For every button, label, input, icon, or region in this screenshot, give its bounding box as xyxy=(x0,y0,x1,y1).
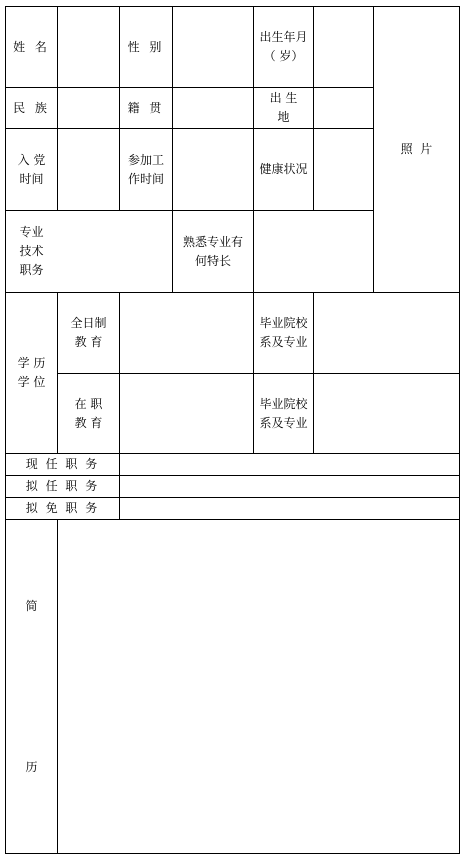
fulltime-school-label: 毕业院校系及专业 xyxy=(259,316,308,349)
proposed-removal-label: 拟 免 职 务 xyxy=(25,501,100,515)
native-place-field[interactable] xyxy=(173,88,253,128)
name-field[interactable] xyxy=(58,7,119,87)
birthplace-field[interactable] xyxy=(314,88,373,128)
current-position-field[interactable] xyxy=(120,454,459,475)
work-start-time-field[interactable] xyxy=(173,129,253,210)
fulltime-school-field[interactable] xyxy=(314,293,459,373)
resume-field[interactable] xyxy=(58,520,459,853)
birth-label: 出生年月（ 岁） xyxy=(259,30,308,63)
ethnicity-field[interactable] xyxy=(58,88,119,128)
fulltime-education-field[interactable] xyxy=(120,293,253,373)
specialty-label: 熟悉专业有何特长 xyxy=(183,234,244,268)
resume-label-bottom: 历 xyxy=(25,759,38,774)
proposed-position-label: 拟 任 职 务 xyxy=(25,479,100,493)
party-join-time-label: 入 党 时间 xyxy=(17,152,46,186)
resume-label-top: 简 xyxy=(25,598,38,613)
name-label: 姓 名 xyxy=(13,39,50,54)
rule xyxy=(5,853,460,854)
gender-field[interactable] xyxy=(173,7,253,87)
proposed-removal-field[interactable] xyxy=(120,498,459,519)
professional-title-field[interactable] xyxy=(58,211,172,292)
proposed-position-field[interactable] xyxy=(120,476,459,497)
gender-label: 性 别 xyxy=(127,39,165,54)
birthplace-label: 出 生 地 xyxy=(269,91,298,124)
rule xyxy=(459,6,460,854)
current-position-label: 现 任 职 务 xyxy=(25,457,100,471)
health-label: 健康状况 xyxy=(259,162,308,176)
specialty-field[interactable] xyxy=(254,211,373,292)
health-field[interactable] xyxy=(314,129,373,210)
work-start-time-label: 参加工作时间 xyxy=(128,152,165,186)
education-degree-label: 学 历 学 位 xyxy=(17,356,46,389)
party-join-time-field[interactable] xyxy=(58,129,119,210)
inservice-education-label: 在 职 教 育 xyxy=(74,396,103,430)
ethnicity-label: 民 族 xyxy=(13,100,50,115)
native-place-label: 籍 贯 xyxy=(127,100,165,115)
inservice-school-label: 毕业院校系及专业 xyxy=(259,396,308,430)
photo-box: 照 片 xyxy=(400,142,433,156)
fulltime-education-label: 全日制 教 育 xyxy=(70,316,107,349)
inservice-school-field[interactable] xyxy=(314,374,459,453)
inservice-education-field[interactable] xyxy=(120,374,253,453)
birth-field[interactable] xyxy=(314,7,373,87)
professional-title-label: 专业技术职务 xyxy=(19,225,44,277)
